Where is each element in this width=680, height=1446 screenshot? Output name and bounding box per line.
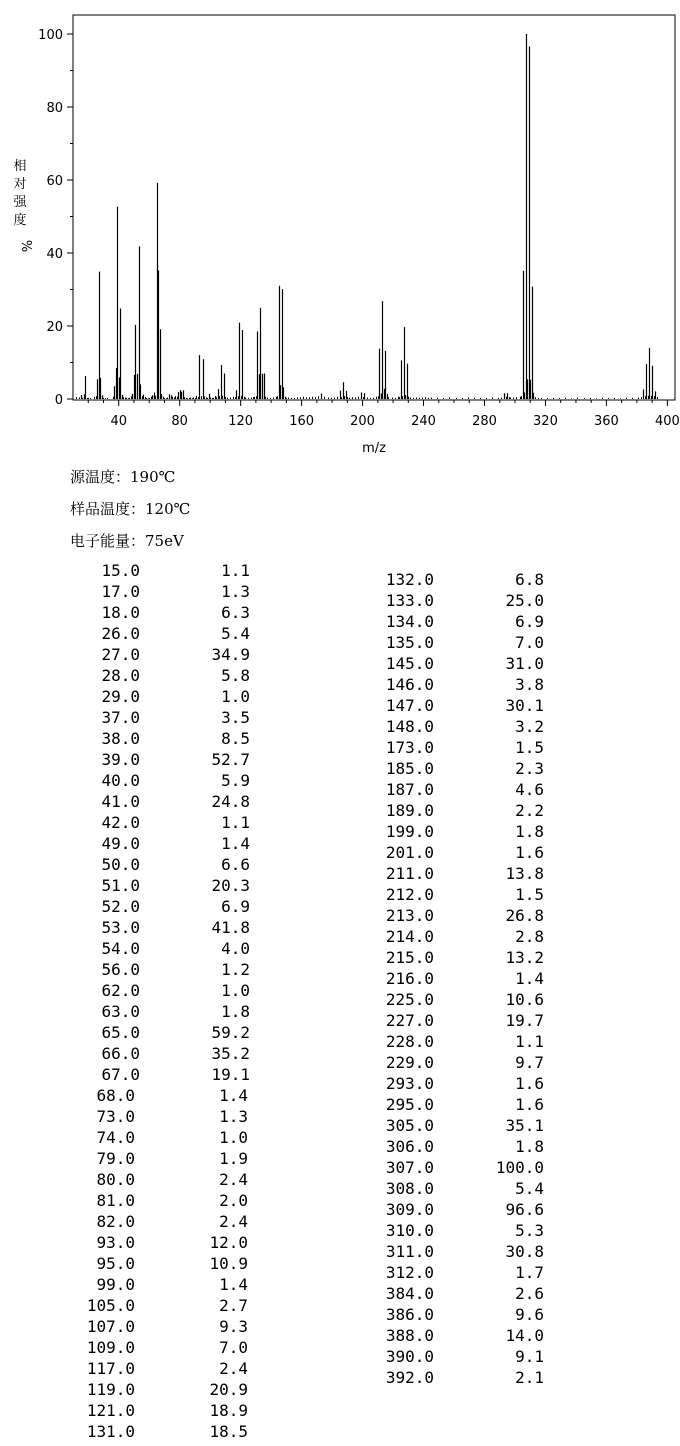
abundance-value: 1.6 [515, 1074, 544, 1093]
table-row [68, 1148, 258, 1169]
x-tick-label: 280 [472, 414, 497, 429]
table-row [68, 1274, 258, 1295]
abundance-value: 18.9 [209, 1401, 248, 1420]
mz-value: 392.0 [385, 1368, 434, 1387]
mz-value: 228.0 [385, 1032, 434, 1051]
table-row [68, 833, 258, 854]
mz-value: 145.0 [385, 654, 434, 673]
abundance-value: 34.9 [211, 645, 250, 664]
abundance-value: 1.0 [221, 687, 250, 706]
x-axis-label: m/z [362, 441, 386, 456]
mz-value: 212.0 [385, 885, 434, 904]
mz-value: 117.0 [86, 1359, 135, 1378]
table-row [362, 926, 562, 947]
abundance-value: 5.8 [221, 666, 250, 685]
abundance-value: 1.0 [221, 981, 250, 1000]
mz-value: 135.0 [385, 633, 434, 652]
table-row [68, 896, 258, 917]
x-tick-label: 240 [411, 414, 436, 429]
table-row [68, 1421, 258, 1442]
table-row [68, 644, 258, 665]
abundance-value: 14.0 [505, 1326, 544, 1345]
table-row [68, 581, 258, 602]
x-tick-label: 80 [171, 414, 188, 429]
abundance-value: 1.1 [221, 813, 250, 832]
table-row [362, 1010, 562, 1031]
abundance-value: 2.7 [219, 1296, 248, 1315]
table-row [362, 569, 562, 590]
abundance-value: 9.3 [219, 1317, 248, 1336]
mz-value: 41.0 [101, 792, 140, 811]
table-row [362, 1262, 562, 1283]
abundance-value: 4.0 [221, 939, 250, 958]
abundance-value: 30.1 [505, 696, 544, 715]
table-row [68, 1358, 258, 1379]
abundance-value: 1.6 [515, 1095, 544, 1114]
table-row [362, 758, 562, 779]
table-row [362, 821, 562, 842]
table-row [68, 1400, 258, 1421]
mz-value: 295.0 [385, 1095, 434, 1114]
mz-value: 26.0 [101, 624, 140, 643]
mz-value: 93.0 [96, 1233, 135, 1252]
table-row [68, 749, 258, 770]
table-row [362, 716, 562, 737]
mz-value: 213.0 [385, 906, 434, 925]
x-tick-label: 120 [228, 414, 254, 429]
mz-value: 53.0 [101, 918, 140, 937]
abundance-value: 2.1 [515, 1368, 544, 1387]
mz-value: 107.0 [86, 1317, 135, 1336]
mz-value: 99.0 [96, 1275, 135, 1294]
table-row [362, 1073, 562, 1094]
abundance-value: 1.8 [221, 1002, 250, 1021]
mz-value: 134.0 [385, 612, 434, 631]
mz-value: 121.0 [86, 1401, 135, 1420]
abundance-value: 6.3 [221, 603, 250, 622]
mz-value: 386.0 [385, 1305, 434, 1324]
abundance-value: 2.8 [515, 927, 544, 946]
abundance-value: 1.3 [221, 582, 250, 601]
abundance-value: 9.1 [515, 1347, 544, 1366]
mz-value: 68.0 [96, 1086, 135, 1105]
abundance-value: 5.4 [221, 624, 250, 643]
table-row [68, 980, 258, 1001]
abundance-value: 19.1 [211, 1065, 250, 1084]
mz-value: 225.0 [385, 990, 434, 1009]
electron-energy: 电子能量：75eV [70, 532, 184, 550]
mz-value: 49.0 [101, 834, 140, 853]
table-row [362, 590, 562, 611]
mz-value: 312.0 [385, 1263, 434, 1282]
mz-value: 390.0 [385, 1347, 434, 1366]
y-tick-label: 40 [46, 247, 63, 262]
abundance-value: 1.0 [219, 1128, 248, 1147]
table-row [68, 1211, 258, 1232]
y-tick-label: 60 [46, 174, 63, 189]
abundance-value: 6.9 [515, 612, 544, 631]
table-row [362, 989, 562, 1010]
table-row [68, 1253, 258, 1274]
table-row [362, 1325, 562, 1346]
table-row [68, 959, 258, 980]
abundance-value: 1.4 [515, 969, 544, 988]
source-temperature: 源温度：190℃ [70, 468, 176, 486]
abundance-value: 3.8 [515, 675, 544, 694]
table-row [68, 1169, 258, 1190]
table-row [362, 737, 562, 758]
mz-value: 39.0 [101, 750, 140, 769]
x-tick-label: 320 [533, 414, 558, 429]
abundance-value: 1.4 [221, 834, 250, 853]
mz-value: 73.0 [96, 1107, 135, 1126]
abundance-value: 1.1 [221, 561, 250, 580]
table-row [68, 728, 258, 749]
abundance-value: 3.2 [515, 717, 544, 736]
table-row [68, 1295, 258, 1316]
table-row [68, 665, 258, 686]
abundance-value: 9.6 [515, 1305, 544, 1324]
table-row [68, 1316, 258, 1337]
table-row [362, 674, 562, 695]
abundance-value: 1.1 [515, 1032, 544, 1051]
mz-value: 187.0 [385, 780, 434, 799]
mz-value: 199.0 [385, 822, 434, 841]
table-row [362, 1346, 562, 1367]
abundance-value: 12.0 [209, 1233, 248, 1252]
x-tick-label: 160 [289, 414, 315, 429]
plot-frame [73, 15, 675, 400]
mz-value: 306.0 [385, 1137, 434, 1156]
mz-value: 27.0 [101, 645, 140, 664]
mz-value: 28.0 [101, 666, 140, 685]
mz-value: 148.0 [385, 717, 434, 736]
abundance-value: 2.4 [219, 1170, 248, 1189]
abundance-value: 1.9 [219, 1149, 248, 1168]
mz-value: 311.0 [385, 1242, 434, 1261]
mz-value: 229.0 [385, 1053, 434, 1072]
table-row [68, 1190, 258, 1211]
abundance-value: 3.5 [221, 708, 250, 727]
mz-value: 309.0 [385, 1200, 434, 1219]
mz-value: 18.0 [101, 603, 140, 622]
mz-value: 310.0 [385, 1221, 434, 1240]
table-row [362, 1367, 562, 1388]
abundance-value: 35.1 [505, 1116, 544, 1135]
abundance-value: 1.8 [515, 822, 544, 841]
abundance-value: 6.8 [515, 570, 544, 589]
abundance-value: 10.6 [505, 990, 544, 1009]
abundance-value: 8.5 [221, 729, 250, 748]
mz-value: 227.0 [385, 1011, 434, 1030]
table-row [68, 686, 258, 707]
table-row [362, 1220, 562, 1241]
table-row [68, 1043, 258, 1064]
mz-value: 66.0 [101, 1044, 140, 1063]
y-axis-unit: % [18, 239, 33, 253]
table-row [362, 863, 562, 884]
table-row [362, 884, 562, 905]
table-row [68, 770, 258, 791]
table-row [68, 938, 258, 959]
abundance-value: 20.3 [211, 876, 250, 895]
mz-value: 80.0 [96, 1170, 135, 1189]
mz-value: 15.0 [101, 561, 140, 580]
abundance-value: 2.3 [515, 759, 544, 778]
table-row [68, 875, 258, 896]
table-row [68, 560, 258, 581]
mz-value: 109.0 [86, 1338, 135, 1357]
table-row [362, 1157, 562, 1178]
mz-value: 146.0 [385, 675, 434, 694]
mz-value: 105.0 [86, 1296, 135, 1315]
table-row [362, 653, 562, 674]
abundance-value: 7.0 [219, 1338, 248, 1357]
table-row [362, 968, 562, 989]
abundance-value: 96.6 [505, 1200, 544, 1219]
abundance-value: 1.7 [515, 1263, 544, 1282]
x-tick-label: 360 [594, 414, 619, 429]
abundance-value: 2.4 [219, 1359, 248, 1378]
mz-value: 52.0 [101, 897, 140, 916]
mz-value: 132.0 [385, 570, 434, 589]
abundance-value: 13.2 [505, 948, 544, 967]
mz-value: 82.0 [96, 1212, 135, 1231]
abundance-value: 6.9 [221, 897, 250, 916]
mz-value: 67.0 [101, 1065, 140, 1084]
abundance-value: 10.9 [209, 1254, 248, 1273]
abundance-value: 35.2 [211, 1044, 250, 1063]
table-row [362, 842, 562, 863]
y-tick-label: 100 [38, 28, 63, 43]
mz-value: 74.0 [96, 1128, 135, 1147]
table-row [68, 791, 258, 812]
abundance-value: 41.8 [211, 918, 250, 937]
table-row [68, 623, 258, 644]
table-row [362, 632, 562, 653]
abundance-value: 24.8 [211, 792, 250, 811]
mz-value: 293.0 [385, 1074, 434, 1093]
x-tick-label: 400 [654, 414, 680, 429]
table-row [68, 917, 258, 938]
abundance-value: 19.7 [505, 1011, 544, 1030]
mz-value: 37.0 [101, 708, 140, 727]
mz-value: 50.0 [101, 855, 140, 874]
abundance-value: 2.2 [515, 801, 544, 820]
table-row [362, 1241, 562, 1262]
mz-value: 38.0 [101, 729, 140, 748]
table-row [68, 1064, 258, 1085]
mz-value: 215.0 [385, 948, 434, 967]
peak-table-left [68, 560, 258, 1442]
abundance-value: 4.6 [515, 780, 544, 799]
abundance-value: 2.0 [219, 1191, 248, 1210]
abundance-value: 59.2 [211, 1023, 250, 1042]
abundance-value: 18.5 [209, 1422, 248, 1441]
minor-peaks [77, 396, 658, 399]
abundance-value: 1.5 [515, 885, 544, 904]
abundance-value: 2.4 [219, 1212, 248, 1231]
table-row [68, 812, 258, 833]
table-row [362, 779, 562, 800]
sample-temperature: 样品温度：120℃ [70, 500, 191, 518]
mz-value: 147.0 [385, 696, 434, 715]
table-row [362, 1283, 562, 1304]
mz-value: 133.0 [385, 591, 434, 610]
table-row [68, 602, 258, 623]
mz-value: 201.0 [385, 843, 434, 862]
abundance-value: 5.9 [221, 771, 250, 790]
table-row [362, 611, 562, 632]
abundance-value: 1.4 [219, 1275, 248, 1294]
y-tick-label: 20 [46, 320, 63, 335]
mz-value: 214.0 [385, 927, 434, 946]
mz-value: 308.0 [385, 1179, 434, 1198]
abundance-value: 9.7 [515, 1053, 544, 1072]
abundance-value: 1.2 [221, 960, 250, 979]
table-row [362, 695, 562, 716]
abundance-value: 5.4 [515, 1179, 544, 1198]
mz-value: 29.0 [101, 687, 140, 706]
y-tick-label: 0 [54, 393, 63, 408]
abundance-value: 6.6 [221, 855, 250, 874]
abundance-value: 1.3 [219, 1107, 248, 1126]
mz-value: 173.0 [385, 738, 434, 757]
mz-value: 56.0 [101, 960, 140, 979]
table-row [362, 1052, 562, 1073]
table-row [68, 1085, 258, 1106]
mz-value: 79.0 [96, 1149, 135, 1168]
abundance-value: 26.8 [505, 906, 544, 925]
mz-value: 63.0 [101, 1002, 140, 1021]
mz-value: 185.0 [385, 759, 434, 778]
tick-labels [38, 28, 680, 429]
table-row [362, 800, 562, 821]
abundance-value: 30.8 [505, 1242, 544, 1261]
table-row [68, 1127, 258, 1148]
table-row [362, 1178, 562, 1199]
mass-spectrum-chart [0, 0, 680, 460]
svg-text:相对强度: 相对强度 [13, 159, 27, 228]
abundance-value: 1.6 [515, 843, 544, 862]
x-tick-label: 200 [350, 414, 375, 429]
abundance-value: 13.8 [505, 864, 544, 883]
mz-value: 42.0 [101, 813, 140, 832]
mz-value: 189.0 [385, 801, 434, 820]
y-tick-label: 80 [46, 101, 63, 116]
mz-value: 51.0 [101, 876, 140, 895]
abundance-value: 1.4 [219, 1086, 248, 1105]
abundance-value: 20.9 [209, 1380, 248, 1399]
table-row [68, 1379, 258, 1400]
table-row [68, 1001, 258, 1022]
abundance-value: 1.5 [515, 738, 544, 757]
table-row [68, 854, 258, 875]
table-row [68, 1022, 258, 1043]
abundance-value: 25.0 [505, 591, 544, 610]
mz-value: 119.0 [86, 1380, 135, 1399]
mz-value: 307.0 [385, 1158, 434, 1177]
abundance-value: 2.6 [515, 1284, 544, 1303]
mz-value: 211.0 [385, 864, 434, 883]
mz-value: 388.0 [385, 1326, 434, 1345]
y-axis-label [13, 158, 33, 252]
mz-value: 81.0 [96, 1191, 135, 1210]
abundance-value: 31.0 [505, 654, 544, 673]
mz-value: 305.0 [385, 1116, 434, 1135]
abundance-value: 5.3 [515, 1221, 544, 1240]
mz-value: 65.0 [101, 1023, 140, 1042]
abundance-value: 1.8 [515, 1137, 544, 1156]
table-row [68, 707, 258, 728]
table-row [362, 1199, 562, 1220]
table-row [68, 1106, 258, 1127]
abundance-value: 52.7 [211, 750, 250, 769]
table-row [68, 1337, 258, 1358]
peak-bars [82, 34, 656, 399]
table-row [362, 1031, 562, 1052]
abundance-value: 7.0 [515, 633, 544, 652]
table-row [362, 1304, 562, 1325]
table-row [362, 947, 562, 968]
mz-value: 40.0 [101, 771, 140, 790]
mz-value: 62.0 [101, 981, 140, 1000]
abundance-value: 100.0 [495, 1158, 544, 1177]
peak-table-right [362, 569, 562, 1388]
table-row [362, 1136, 562, 1157]
mz-value: 95.0 [96, 1254, 135, 1273]
table-row [362, 1115, 562, 1136]
table-row [362, 905, 562, 926]
mz-value: 384.0 [385, 1284, 434, 1303]
mz-value: 54.0 [101, 939, 140, 958]
table-row [362, 1094, 562, 1115]
mz-value: 216.0 [385, 969, 434, 988]
x-tick-label: 40 [110, 414, 127, 429]
mz-value: 131.0 [86, 1422, 135, 1441]
table-row [68, 1232, 258, 1253]
mz-value: 17.0 [101, 582, 140, 601]
